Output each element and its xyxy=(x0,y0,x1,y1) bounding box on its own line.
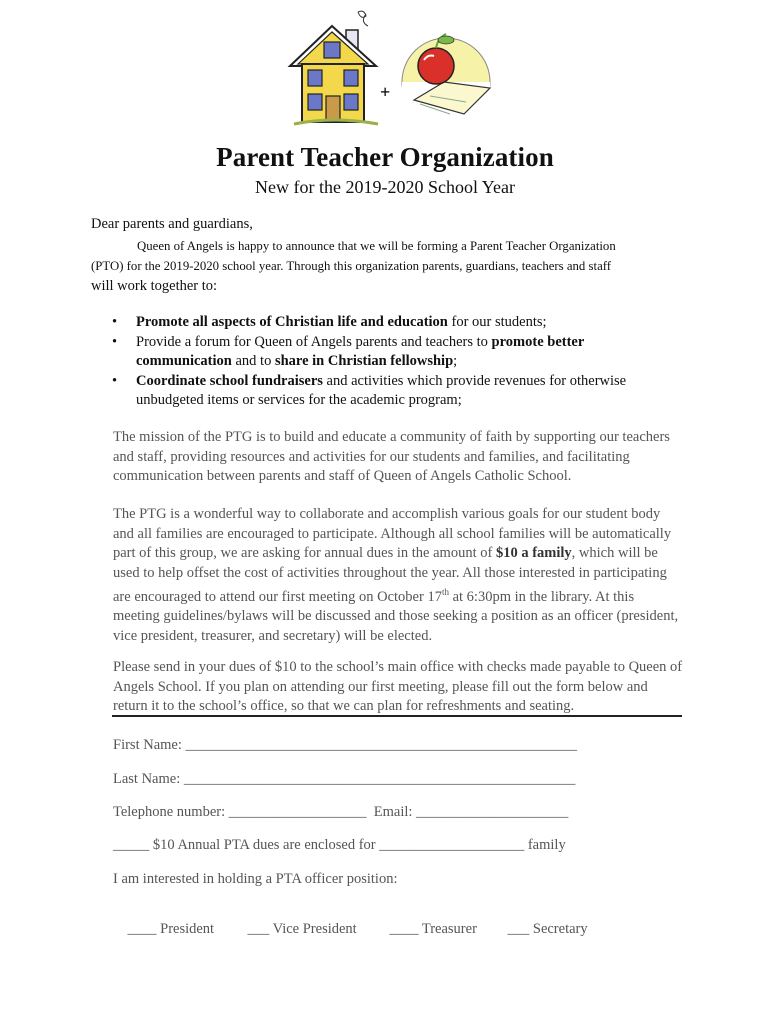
list-item xyxy=(112,313,672,333)
mission-paragraph: The mission of the PTG is to build and educate a community of faith by supporting our teachers and staff, providing resources and activities for our students and families, and facilitating communication between parents and staff of Queen of Angels Catholic School. xyxy=(113,429,670,484)
bullet-icon: • xyxy=(112,372,118,389)
intro-line: (PTO) for the 2019-2020 school year. Through this organization parents, guardians, teachers and staff xyxy=(91,259,612,273)
officer-prompt: I am interested in holding a PTA officer position: xyxy=(113,871,398,887)
intro-line: Queen of Angels is happy to announce that we will be forming a Parent Teacher Organization xyxy=(137,239,616,253)
divider xyxy=(112,715,682,717)
last-name-field[interactable]: Last Name: ______________________________________________________ xyxy=(113,771,576,787)
ordinal-suffix: th xyxy=(441,587,449,597)
dues-amount: $10 a family xyxy=(495,545,572,561)
bullet-icon: • xyxy=(112,333,118,350)
intro-line: will work together to: xyxy=(91,278,218,294)
officer-option-vice-president[interactable]: ___ Vice President xyxy=(247,921,357,937)
dues-text: , which will be used to help offset the cost of activities throughout the year. All those interested in participating are encouraged to attend our first meeting on October 17 xyxy=(113,545,667,605)
page-subtitle: New for the 2019-2020 School Year xyxy=(255,177,515,197)
dues-paragraph xyxy=(113,505,683,646)
officer-option-president[interactable]: ____ President xyxy=(127,921,215,937)
bold-text: promote better communication xyxy=(136,333,585,369)
item-text: for our students; xyxy=(447,314,547,330)
dues-text: at 6:30pm in the library. At this meeting guidelines/bylaws will be discussed and those seeking a position as an officer (president, vice president, treasurer, and secretary) will be elected. xyxy=(113,588,679,644)
school-house-icon xyxy=(290,11,378,124)
greeting: Dear parents and guardians, xyxy=(91,216,253,232)
item-text: Provide a forum for Queen of Angels parents and teachers to xyxy=(136,333,492,350)
first-name-field[interactable]: First Name: ______________________________________________________ xyxy=(113,737,577,753)
goals-list xyxy=(112,313,672,411)
apple-and-book-icon xyxy=(402,34,490,133)
school-house-and-apple-illustration xyxy=(280,8,500,133)
list-item xyxy=(112,372,672,411)
officer-options xyxy=(113,904,588,955)
list-item xyxy=(112,333,672,372)
intro-paragraph xyxy=(91,236,691,296)
dues-enclosed-field[interactable]: _____ $10 Annual PTA dues are enclosed for ____________________ family xyxy=(113,837,566,853)
officer-option-secretary[interactable]: ___ Secretary xyxy=(507,921,588,937)
bold-text: Coordinate school fundraisers xyxy=(136,372,323,389)
phone-email-field[interactable]: Telephone number: ___________________ Email: _____________________ xyxy=(113,804,569,820)
bold-text: Promote all aspects of Christian life and education xyxy=(136,314,448,330)
bullet-icon: • xyxy=(112,314,118,330)
item-text: and to xyxy=(231,353,275,369)
send-dues-paragraph: Please send in your dues of $10 to the school’s main office with checks made payable to Queen of Angels School. If you plan on attending our first meeting, please fill out the form below and return it to the school’s office, so that we can plan for refreshments and seating. xyxy=(113,659,683,714)
bold-text: share in Christian fellowship xyxy=(274,353,454,369)
item-text: ; xyxy=(453,353,458,369)
dues-text: The PTG is a wonderful way to collaborate and accomplish various goals for our student body and all families are encouraged to participate. Although all school families will be automatically part of this group, we are asking for annual dues in the amount of xyxy=(113,506,672,561)
plus-sign: + xyxy=(380,82,391,102)
item-text: and activities which provide revenues for otherwise unbudgeted items or services for the academic program; xyxy=(136,372,627,408)
page-title: Parent Teacher Organization xyxy=(216,142,554,172)
officer-option-treasurer[interactable]: ____ Treasurer xyxy=(389,921,477,937)
